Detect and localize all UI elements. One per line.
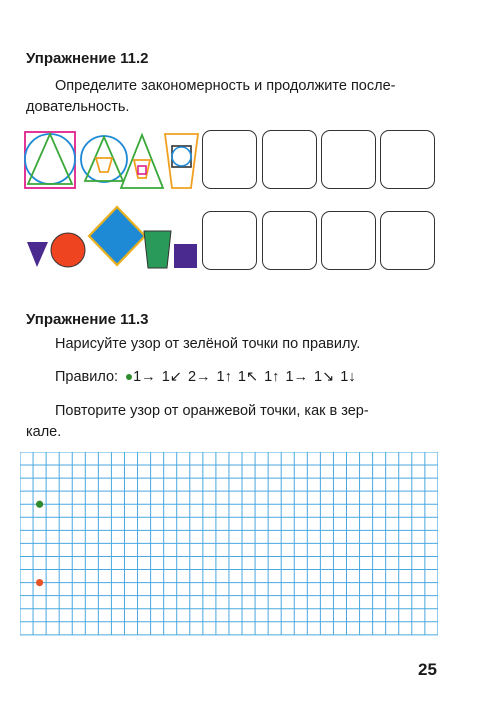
exercise-11-3-title: Упражнение 11.3	[26, 311, 149, 328]
green-start-dot	[36, 501, 43, 508]
green-dot-icon	[126, 374, 132, 380]
blue-diamond-shape	[89, 207, 145, 265]
purple-triangle-shape	[27, 242, 48, 267]
answer-box-row2-1[interactable]	[202, 211, 257, 270]
answer-box-row2-4[interactable]	[380, 211, 435, 270]
figure-row-2	[24, 205, 200, 273]
square-circle-triangle-figure	[25, 132, 75, 188]
exercise-11-3-instruction2-line1: Повторите узор от оранжевой точки, как в зер-	[55, 403, 369, 419]
page-number: 25	[418, 660, 437, 679]
figure-row-1	[24, 128, 200, 192]
exercise-11-3-instruction1: Нарисуйте узор от зелёной точки по правилу.	[55, 336, 361, 352]
purple-square-shape	[174, 244, 197, 268]
orange-start-dot	[36, 579, 43, 586]
red-circle-shape	[51, 233, 85, 267]
exercise-11-3-rule	[55, 369, 356, 385]
exercise-11-2-text-line2: довательность.	[26, 99, 130, 115]
trapezoid-square-circle-figure	[165, 134, 198, 188]
answer-box-row1-2[interactable]	[262, 130, 317, 189]
answer-box-row1-4[interactable]	[380, 130, 435, 189]
exercise-11-2-text-line1: Определите закономерность и продолжите после-	[55, 78, 396, 94]
answer-box-row2-3[interactable]	[321, 211, 376, 270]
rule-label: Правило:	[55, 369, 119, 385]
drawing-grid[interactable]	[20, 452, 438, 640]
answer-box-row2-2[interactable]	[262, 211, 317, 270]
green-trapezoid-shape	[144, 231, 171, 268]
circle-triangle-trapezoid-figure	[81, 136, 127, 182]
exercise-11-3-instruction2-line2: кале.	[26, 424, 62, 440]
exercise-11-2-title: Упражнение 11.2	[26, 50, 149, 67]
answer-box-row1-3[interactable]	[321, 130, 376, 189]
answer-box-row1-1[interactable]	[202, 130, 257, 189]
rule-steps: 1→ 1↙ 2→ 1↑ 1↖ 1↑ 1→ 1↘ 1↓	[133, 369, 356, 385]
